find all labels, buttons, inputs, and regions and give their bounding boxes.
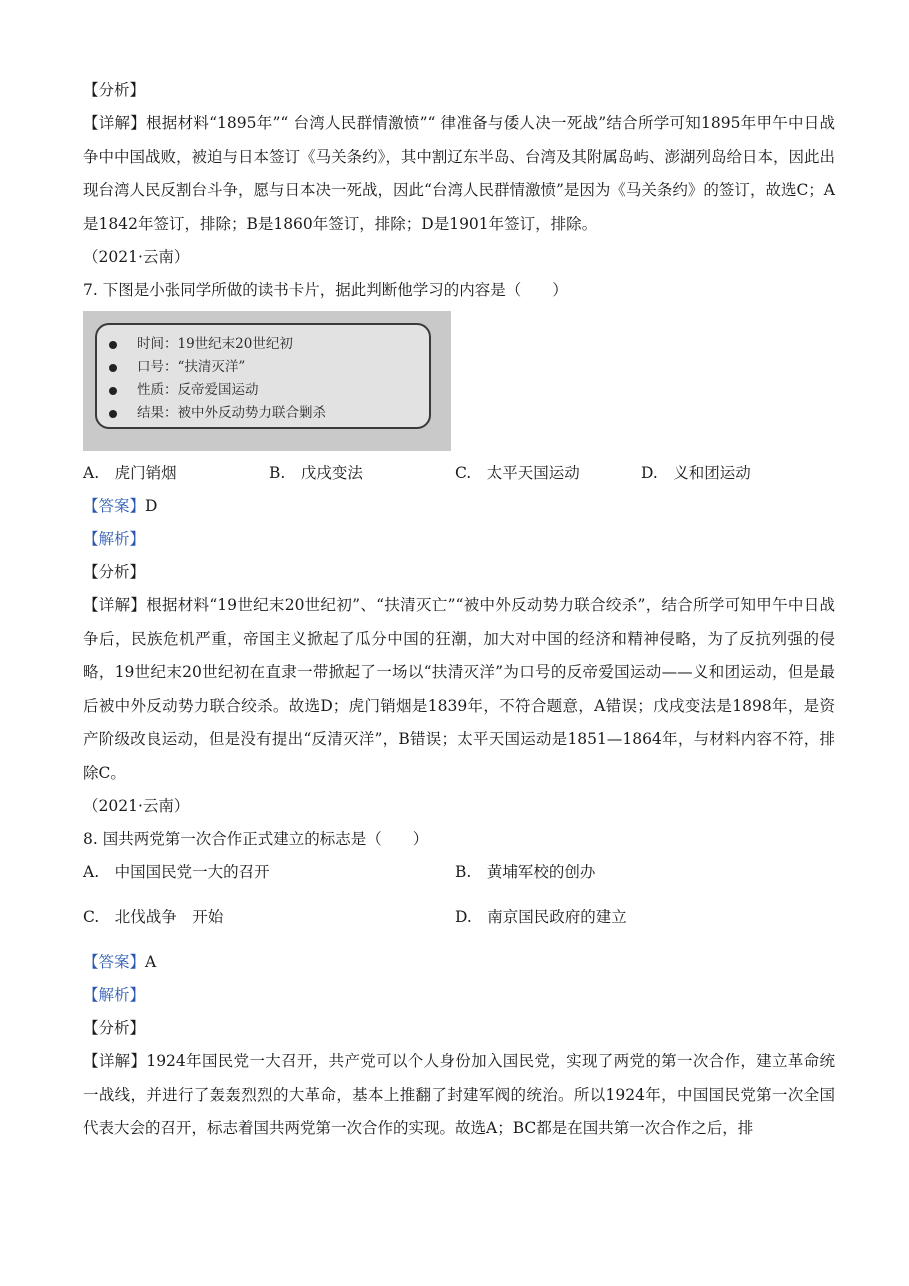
card-item	[105, 379, 429, 402]
option-a: A. 中国国民党一大的召开	[83, 863, 270, 881]
option-d: D. 南京国民政府的建立	[455, 908, 627, 926]
detailed-explanation: 【详解】根据材料“1895年”“ 台湾人民群情激愤”“ 律准备与倭人决一死战”结合所学可知1895年甲午中日战争中中国战败，被迫与日本签订《马关条约》，其中割辽东半岛、台湾及其附属岛屿、澎湖列岛给日本，因此出现台湾人民反割台斗争，愿与日本决一死战，因此“台湾人民群情激愤”是因为《马关条约》的签订，故选C；A是1842年签订，排除；B是1860年签订，排除；D是1901年签订，排除。	[83, 114, 835, 233]
reading-card-photo	[83, 311, 451, 451]
answer-line	[83, 490, 835, 523]
answer-line	[83, 946, 835, 979]
option-b: B. 黄埔军校的创办	[455, 863, 596, 881]
analysis-heading: 【分析】	[83, 1019, 146, 1037]
option-c: C. 太平天国运动	[455, 464, 580, 482]
solution-heading: 【解析】	[83, 530, 146, 548]
question-stem: 7. 下图是小张同学所做的读书卡片，据此判断他学习的内容是（ ）	[83, 281, 568, 299]
answer-value: A	[145, 953, 157, 971]
option-d: D. 义和团运动	[641, 464, 751, 482]
analysis-heading: 【分析】	[83, 563, 146, 581]
card-item-text: 口号：“扶清灭洋”	[137, 359, 246, 375]
detailed-explanation: 【详解】根据材料“19世纪末20世纪初”、“扶清灭亡”“被中外反动势力联合绞杀”，结合所学可知甲午中日战争后，民族危机严重，帝国主义掀起了瓜分中国的狂潮，加大对中国的经济和精神侵略，为了反抗列强的侵略，19世纪末20世纪初在直隶一带掀起了一场以“扶清灭洋”为口号的反帝爱国运动——义和团运动，但是最后被中外反动势力联合绞杀。故选D；虎门销烟是1839年，不符合题意，A错误；戊戌变法是1898年，是资产阶级改良运动，但是没有提出“反清灭洋”，B错误；太平天国运动是1851—1864年，与材料内容不符，排除C。	[83, 596, 835, 782]
answer-tag: 【答案】	[83, 497, 146, 515]
card-item-text: 性质：反帝爱国运动	[137, 382, 259, 398]
reading-card	[95, 323, 431, 429]
card-item	[105, 356, 429, 379]
bullet-icon	[109, 410, 117, 418]
solution-heading: 【解析】	[83, 986, 146, 1004]
answer-options	[83, 457, 835, 490]
card-item-text: 时间：19世纪末20世纪初	[137, 336, 293, 352]
card-item-text: 结果：被中外反动势力联合剿杀	[137, 405, 326, 421]
option-b: B. 戊戌变法	[269, 464, 363, 482]
document-page	[83, 74, 835, 1146]
answer-value: D	[145, 497, 158, 515]
answer-options-row-1	[83, 856, 835, 889]
card-item	[105, 333, 429, 356]
detailed-explanation: 【详解】1924年国民党一大召开，共产党可以个人身份加入国民党，实现了两党的第一次合作，建立革命统一战线，并进行了轰轰烈烈的大革命，基本上推翻了封建军阀的统治。所以1924年，中国国民党第一次全国代表大会的召开，标志着国共两党第一次合作的实现。故选A；BC都是在国共第一次合作之后，排	[83, 1052, 835, 1137]
option-c: C. 北伐战争 开始	[83, 908, 224, 926]
bullet-icon	[109, 341, 117, 349]
bullet-icon	[109, 364, 117, 372]
answer-options-row-2	[83, 901, 835, 934]
card-item	[105, 402, 429, 425]
question-stem: 8. 国共两党第一次合作正式建立的标志是（ ）	[83, 830, 429, 848]
question-source: （2021·云南）	[83, 797, 190, 815]
analysis-heading: 【分析】	[83, 81, 146, 99]
bullet-icon	[109, 387, 117, 395]
option-a: A. 虎门销烟	[83, 464, 177, 482]
question-source: （2021·云南）	[83, 248, 190, 266]
answer-tag: 【答案】	[83, 953, 146, 971]
